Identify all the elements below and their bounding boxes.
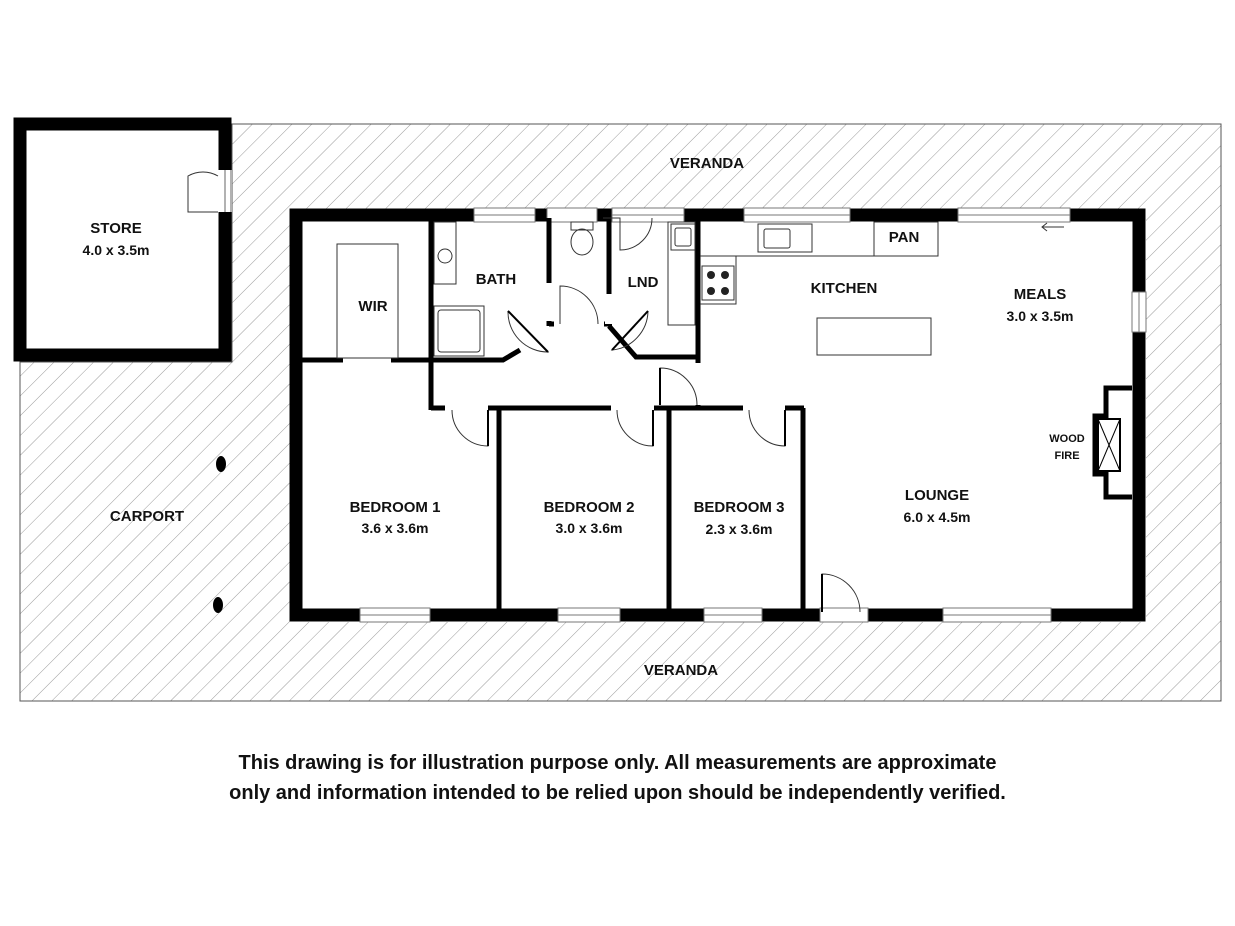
carport-post [216,456,226,472]
wood-fire-label: WOOD [1049,433,1085,445]
wood-fire-label-2: FIRE [1054,450,1080,462]
bedroom2-label: BEDROOM 2 [543,499,635,516]
disclaimer [0,748,1235,808]
lounge-label: LOUNGE [904,487,970,504]
disclaimer-line-1: This drawing is for illustration purpose only. All measurements are approximate [238,752,997,774]
wir-label: WIR [358,298,388,315]
pantry-label: PAN [888,229,920,246]
bath-label: BATH [475,271,517,288]
laundry-label: LND [627,274,659,291]
bedroom1-label: BEDROOM 1 [349,499,441,516]
disclaimer-line-2: only and information intended to be relied upon should be independently verified. [229,782,1006,804]
bedroom3-label: BEDROOM 3 [693,499,785,516]
kitchen-label: KITCHEN [810,280,878,297]
carport-label: CARPORT [109,508,185,525]
veranda-top-label: VERANDA [669,155,745,172]
cooktop [702,266,734,300]
store-label: STORE [90,220,142,237]
bedroom1-dimensions: 3.6 x 3.6m [361,520,429,536]
meals-label: MEALS [1013,286,1067,303]
store-dimensions: 4.0 x 3.5m [82,242,150,258]
lounge-dimensions: 6.0 x 4.5m [903,509,971,525]
bedroom3-dimensions: 2.3 x 3.6m [705,521,773,537]
bedroom2-dimensions: 3.0 x 3.6m [555,520,623,536]
store-building [14,118,232,361]
veranda-bottom-label: VERANDA [643,662,719,679]
meals-dimensions: 3.0 x 3.5m [1006,308,1074,324]
carport-post [213,597,223,613]
